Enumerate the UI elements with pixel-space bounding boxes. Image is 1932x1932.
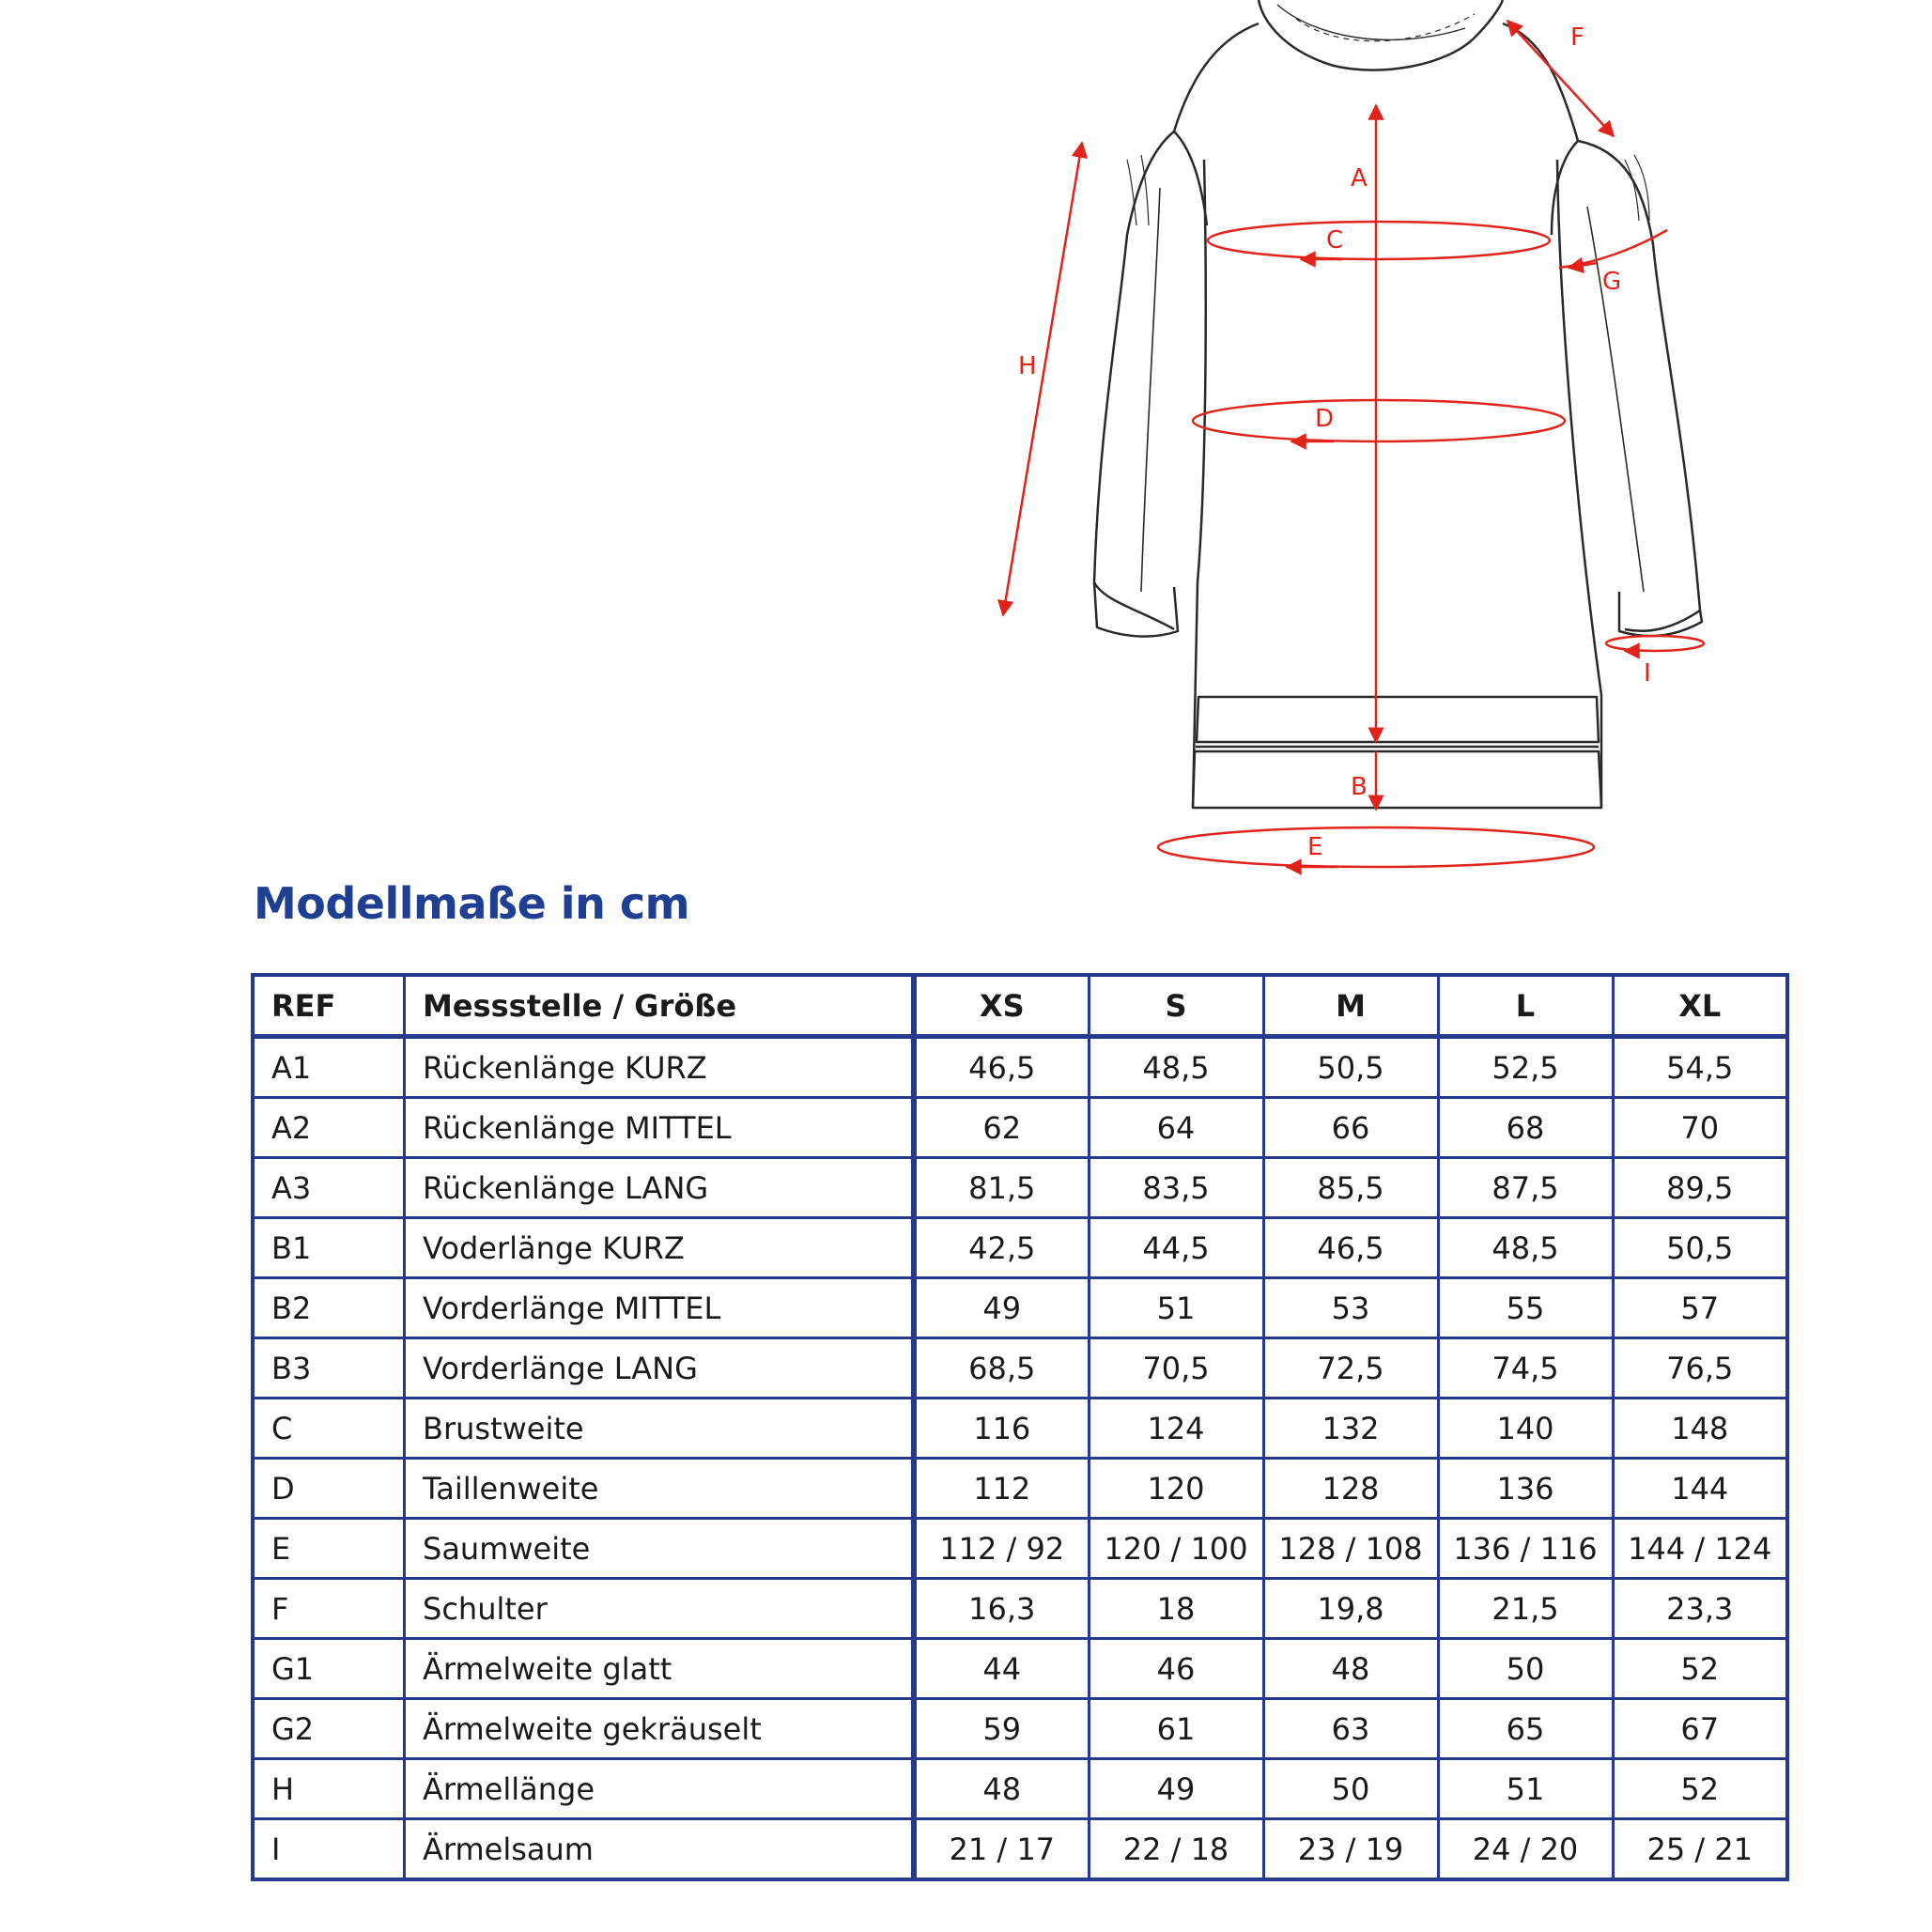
label-i: I [1644,659,1651,688]
label-e: E [1307,833,1323,861]
cell-xl: 23,3 [1613,1579,1787,1639]
cell-s: 51 [1089,1278,1263,1338]
cell-s: 22 / 18 [1089,1819,1263,1880]
table-row [253,1819,1787,1880]
cell-l: 136 [1438,1459,1613,1519]
cell-s: 44,5 [1089,1218,1263,1278]
cell-l: 48,5 [1438,1218,1613,1278]
cell-l: 55 [1438,1278,1613,1338]
label-f: F [1570,23,1584,52]
cell-xl: 25 / 21 [1613,1819,1787,1880]
cell-m: 72,5 [1263,1338,1438,1399]
cell-xl: 148 [1613,1399,1787,1459]
cell-ref: D [253,1459,405,1519]
cell-m: 66 [1263,1098,1438,1158]
label-d: D [1315,405,1335,433]
cell-s: 18 [1089,1579,1263,1639]
cell-l: 52,5 [1438,1037,1613,1098]
cell-xl: 57 [1613,1278,1787,1338]
label-a: A [1351,164,1368,193]
cell-xs: 112 [914,1459,1089,1519]
cell-xl: 76,5 [1613,1338,1787,1399]
cell-s: 83,5 [1089,1158,1263,1218]
cell-s: 61 [1089,1699,1263,1759]
cell-xs: 116 [914,1399,1089,1459]
header-xs: XS [914,975,1089,1037]
label-b: B [1351,773,1368,801]
cell-s: 124 [1089,1399,1263,1459]
cell-s: 120 / 100 [1089,1519,1263,1579]
table-row [253,1759,1787,1819]
cell-m: 128 [1263,1459,1438,1519]
cell-l: 51 [1438,1759,1613,1819]
cell-l: 50 [1438,1639,1613,1699]
garment-outline [1094,0,1702,808]
cell-measure: Ärmelweite gekräuselt [405,1699,915,1759]
cell-l: 21,5 [1438,1579,1613,1639]
header-xl: XL [1613,975,1787,1037]
cell-l: 68 [1438,1098,1613,1158]
table-row [253,1459,1787,1519]
cell-xs: 48 [914,1759,1089,1819]
cell-ref: I [253,1819,405,1880]
cell-ref: A2 [253,1098,405,1158]
cell-xl: 54,5 [1613,1037,1787,1098]
cell-m: 132 [1263,1399,1438,1459]
cell-measure: Taillenweite [405,1459,915,1519]
table-row [253,1639,1787,1699]
cell-measure: Schulter [405,1579,915,1639]
garment-sketch [977,0,1803,883]
cell-ref: B3 [253,1338,405,1399]
table-row [253,1218,1787,1278]
cell-l: 136 / 116 [1438,1519,1613,1579]
header-ref: REF [253,975,405,1037]
cell-s: 70,5 [1089,1338,1263,1399]
header-s: S [1089,975,1263,1037]
cell-xs: 62 [914,1098,1089,1158]
cell-measure: Vorderlänge LANG [405,1338,915,1399]
cell-s: 48,5 [1089,1037,1263,1098]
cell-ref: A3 [253,1158,405,1218]
cell-measure: Brustweite [405,1399,915,1459]
cell-ref: F [253,1579,405,1639]
cell-xs: 112 / 92 [914,1519,1089,1579]
cell-l: 140 [1438,1399,1613,1459]
cell-xl: 89,5 [1613,1158,1787,1218]
cell-m: 50,5 [1263,1037,1438,1098]
cell-l: 74,5 [1438,1338,1613,1399]
cell-xs: 68,5 [914,1338,1089,1399]
cell-xl: 50,5 [1613,1218,1787,1278]
cell-ref: E [253,1519,405,1579]
cell-s: 49 [1089,1759,1263,1819]
table-row [253,1699,1787,1759]
label-g: G [1602,268,1622,296]
table-row [253,1098,1787,1158]
table-row [253,1338,1787,1399]
cell-xl: 52 [1613,1639,1787,1699]
cell-m: 46,5 [1263,1218,1438,1278]
size-table [251,973,1789,1881]
cell-m: 53 [1263,1278,1438,1338]
cell-m: 48 [1263,1639,1438,1699]
cell-m: 85,5 [1263,1158,1438,1218]
cell-ref: B2 [253,1278,405,1338]
cell-ref: H [253,1759,405,1819]
cell-l: 24 / 20 [1438,1819,1613,1880]
label-h: H [1018,352,1037,380]
cell-xl: 67 [1613,1699,1787,1759]
cell-xl: 70 [1613,1098,1787,1158]
cell-xl: 144 [1613,1459,1787,1519]
cell-xs: 59 [914,1699,1089,1759]
cell-measure: Voderlänge KURZ [405,1218,915,1278]
table-header-row [253,975,1787,1037]
cell-measure: Rückenlänge KURZ [405,1037,915,1098]
cell-xs: 44 [914,1639,1089,1699]
cell-measure: Ärmelweite glatt [405,1639,915,1699]
table-row [253,1519,1787,1579]
cell-m: 23 / 19 [1263,1819,1438,1880]
page-title: Modellmaße in cm [254,878,690,929]
cell-m: 19,8 [1263,1579,1438,1639]
cell-s: 64 [1089,1098,1263,1158]
table-row [253,1158,1787,1218]
cell-measure: Ärmellänge [405,1759,915,1819]
cell-xs: 46,5 [914,1037,1089,1098]
table-row [253,1399,1787,1459]
cell-xs: 49 [914,1278,1089,1338]
cell-measure: Vorderlänge MITTEL [405,1278,915,1338]
cell-s: 120 [1089,1459,1263,1519]
cell-xs: 21 / 17 [914,1819,1089,1880]
header-m: M [1263,975,1438,1037]
cell-xs: 81,5 [914,1158,1089,1218]
table-row [253,1278,1787,1338]
measure-labels [1018,23,1651,861]
cell-ref: A1 [253,1037,405,1098]
cell-ref: G1 [253,1639,405,1699]
label-c: C [1326,226,1344,255]
cell-measure: Saumweite [405,1519,915,1579]
cell-xl: 52 [1613,1759,1787,1819]
cell-m: 63 [1263,1699,1438,1759]
cell-xl: 144 / 124 [1613,1519,1787,1579]
cell-xs: 16,3 [914,1579,1089,1639]
cell-l: 87,5 [1438,1158,1613,1218]
cell-s: 46 [1089,1639,1263,1699]
cell-measure: Rückenlänge MITTEL [405,1098,915,1158]
cell-measure: Ärmelsaum [405,1819,915,1880]
table-row [253,1037,1787,1098]
cell-ref: G2 [253,1699,405,1759]
cell-ref: C [253,1399,405,1459]
table-row [253,1579,1787,1639]
cell-m: 50 [1263,1759,1438,1819]
cell-measure: Rückenlänge LANG [405,1158,915,1218]
header-measure: Messstelle / Größe [405,975,915,1037]
cell-m: 128 / 108 [1263,1519,1438,1579]
cell-ref: B1 [253,1218,405,1278]
cell-l: 65 [1438,1699,1613,1759]
header-l: L [1438,975,1613,1037]
cell-xs: 42,5 [914,1218,1089,1278]
